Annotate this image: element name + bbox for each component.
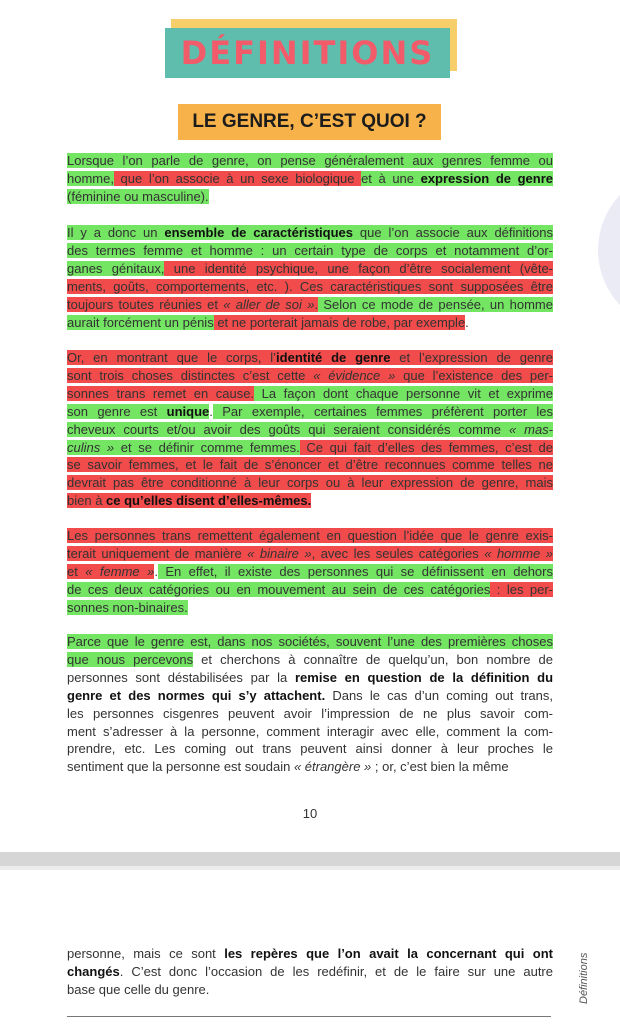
red-highlight: se savoir femmes, et le fait de s’énoncer et d’être reconnues comme telles ne xyxy=(67,457,553,473)
green-highlight: unique xyxy=(166,403,210,419)
page-number: 10 xyxy=(302,806,318,821)
text-run: . xyxy=(154,563,158,579)
text-line xyxy=(67,545,553,563)
text-run: changés xyxy=(67,963,120,979)
page-separator xyxy=(0,852,620,866)
side-label-text: Définitions xyxy=(578,952,590,1004)
paragraph xyxy=(67,633,553,776)
green-highlight: En effet, il existe des personnes qui se définissent en dehors xyxy=(157,563,553,579)
side-section-label xyxy=(560,940,610,1004)
text-run: personnes sont déstabilisées par la xyxy=(67,669,295,685)
subtitle: LE GENRE, C’EST QUOI ? xyxy=(178,104,441,140)
text-run: ment s’adresser à la personne, comment interagir avec elle, comment la com- xyxy=(67,723,553,739)
red-highlight: « binaire » xyxy=(247,545,312,561)
red-highlight: que l’on associe à un sexe biologique xyxy=(113,170,362,186)
red-highlight: sonnes trans remet en cause. xyxy=(67,385,255,401)
red-highlight: « femme » xyxy=(85,563,155,579)
red-highlight: et xyxy=(67,563,86,579)
text-run: « étrangère » xyxy=(293,759,372,775)
text-line xyxy=(67,385,553,403)
text-line xyxy=(67,599,553,617)
paragraph xyxy=(67,349,553,510)
red-highlight: , avec les seules catégories xyxy=(311,545,485,561)
text-line xyxy=(67,687,553,705)
text-run: . xyxy=(465,314,469,330)
text-line xyxy=(67,439,553,457)
text-line xyxy=(67,963,553,981)
red-highlight: ments, goûts, comportements, etc. ). Ces caractéristiques sont supposées être xyxy=(67,278,553,294)
text-line xyxy=(67,669,553,687)
text-line xyxy=(67,492,553,510)
text-line xyxy=(67,421,553,439)
red-highlight: Ce qui fait d’elles des femmes, c’est de xyxy=(299,439,554,455)
text-run: les repères que l’on avait la concernant qui ont xyxy=(224,946,553,961)
text-run: ; or, c’est bien la même xyxy=(371,759,509,775)
red-highlight: que l’existence des per- xyxy=(395,367,553,383)
red-highlight: bien à xyxy=(67,493,107,509)
paragraph xyxy=(67,527,553,617)
green-highlight: ensemble de caractéristiques xyxy=(164,225,354,240)
text-run: . C’est donc l’occasion de les redéfinir, et de le faire sur une autre xyxy=(119,963,553,979)
green-highlight: de ces deux catégories ou en mouvement au sein de ces catégories xyxy=(67,581,491,597)
text-line xyxy=(67,705,553,723)
text-run: remise en question de la définition du xyxy=(295,669,554,685)
text-line xyxy=(67,563,553,581)
text-line xyxy=(67,296,553,314)
text-run: base que celle du genre. xyxy=(67,981,210,997)
text-run: genre et des normes qui s’y attachent. xyxy=(67,687,326,703)
text-line xyxy=(67,581,553,599)
text-run: . xyxy=(209,403,213,419)
green-highlight: Selon ce mode de pensée, un homme xyxy=(318,296,553,312)
green-highlight: aurait forcément un pénis xyxy=(67,314,214,330)
green-highlight: son genre est xyxy=(67,403,167,419)
text-line xyxy=(67,278,553,296)
green-highlight: sonnes non-binaires. xyxy=(67,599,188,615)
text-line xyxy=(67,633,553,651)
red-highlight: Les personnes trans remettent également en question l’idée que le genre exis- xyxy=(67,528,553,543)
red-highlight: identité de genre xyxy=(276,350,391,365)
red-highlight: et l’expression de genre xyxy=(390,350,553,365)
text-run: prendre, etc. Les coming out trans peuvent ainsi donner à leur proches le xyxy=(67,741,553,757)
red-highlight: terait uniquement de manière xyxy=(67,545,248,561)
text-run: Dans le cas d’un coming out trans, xyxy=(325,687,553,703)
title-text: DÉFINITIONS xyxy=(180,34,435,72)
red-highlight: « homme » xyxy=(484,545,553,561)
text-line xyxy=(67,474,553,492)
green-highlight: cheveux courts et/ou avoir des goûts qui seraient considérés comme xyxy=(67,421,509,437)
text-run: les personnes cisgenres peuvent avoir l’impression de ne plus savoir com- xyxy=(67,705,553,721)
green-highlight: que l’on associe aux définitions xyxy=(353,225,553,240)
text-line xyxy=(67,170,553,188)
text-run: et cherchons à connaître de quelqu’un, bon nombre de xyxy=(193,651,553,667)
green-highlight: et se définir comme femmes. xyxy=(114,439,300,455)
green-highlight: culins » xyxy=(67,439,115,455)
paragraph xyxy=(67,945,553,999)
green-highlight: des termes femme et homme : un certain type de corps et notamment d’or- xyxy=(67,242,553,258)
red-highlight: : les per- xyxy=(490,581,554,597)
paragraph xyxy=(67,224,553,331)
bottom-rule xyxy=(67,1016,551,1017)
text-line xyxy=(67,758,553,776)
decorative-circle xyxy=(598,170,620,330)
text-line xyxy=(67,242,553,260)
green-highlight: ganes génitaux, xyxy=(67,260,165,276)
text-line xyxy=(67,723,553,741)
red-highlight: « évidence » xyxy=(313,367,396,383)
text-line xyxy=(67,314,553,332)
paragraph xyxy=(67,152,553,206)
text-line xyxy=(67,152,553,170)
text-run: sentiment que la personne est soudain xyxy=(67,759,294,775)
green-highlight: « mas- xyxy=(508,421,554,437)
text-run: personne, mais ce sont xyxy=(67,946,225,961)
text-line xyxy=(67,945,553,963)
green-highlight: Lorsque l’on parle de genre, on pense généralement aux genres femme ou xyxy=(67,153,553,168)
red-highlight: Or, en montrant que le corps, l’ xyxy=(67,350,277,365)
green-highlight: La façon dont chaque personne vit et exprime xyxy=(254,385,553,401)
text-line xyxy=(67,260,553,278)
section-title xyxy=(165,24,460,80)
red-highlight: et ne porterait jamais de robe, par exemple xyxy=(213,314,466,330)
green-highlight: (féminine ou masculine). xyxy=(67,188,209,204)
text-line xyxy=(67,367,553,385)
green-highlight: Parce que le genre est, dans nos sociétés, souvent l’une des premières choses xyxy=(67,634,553,649)
text-line xyxy=(67,456,553,474)
green-highlight: et à une xyxy=(361,170,421,186)
red-highlight: . xyxy=(314,296,319,312)
green-highlight: Il y a donc un xyxy=(67,225,165,240)
red-highlight: sont trois choses distinctes c’est cette xyxy=(67,367,314,383)
red-highlight: « aller de soi » xyxy=(223,296,315,312)
text-line xyxy=(67,349,553,367)
text-line xyxy=(67,403,553,421)
red-highlight: ce qu’elles disent d’elles-mêmes. xyxy=(106,493,312,509)
red-highlight: une identité psychique, une façon d’être socialement (vête- xyxy=(164,260,554,276)
text-line xyxy=(67,651,553,669)
text-line xyxy=(67,224,553,242)
green-highlight: que nous percevons xyxy=(67,651,194,667)
green-highlight: expression de genre xyxy=(420,170,553,186)
text-line xyxy=(67,981,553,999)
green-highlight: homme, xyxy=(67,170,114,186)
text-line xyxy=(67,740,553,758)
red-highlight: devrait pas être conditionné à leur corps ou à leur expression de genre, mais xyxy=(67,475,553,491)
green-highlight: Par exemple, certaines femmes préfèrent porter les xyxy=(212,403,554,419)
text-line xyxy=(67,527,553,545)
text-line xyxy=(67,188,553,206)
red-highlight: toujours toutes réunies et xyxy=(67,296,224,312)
